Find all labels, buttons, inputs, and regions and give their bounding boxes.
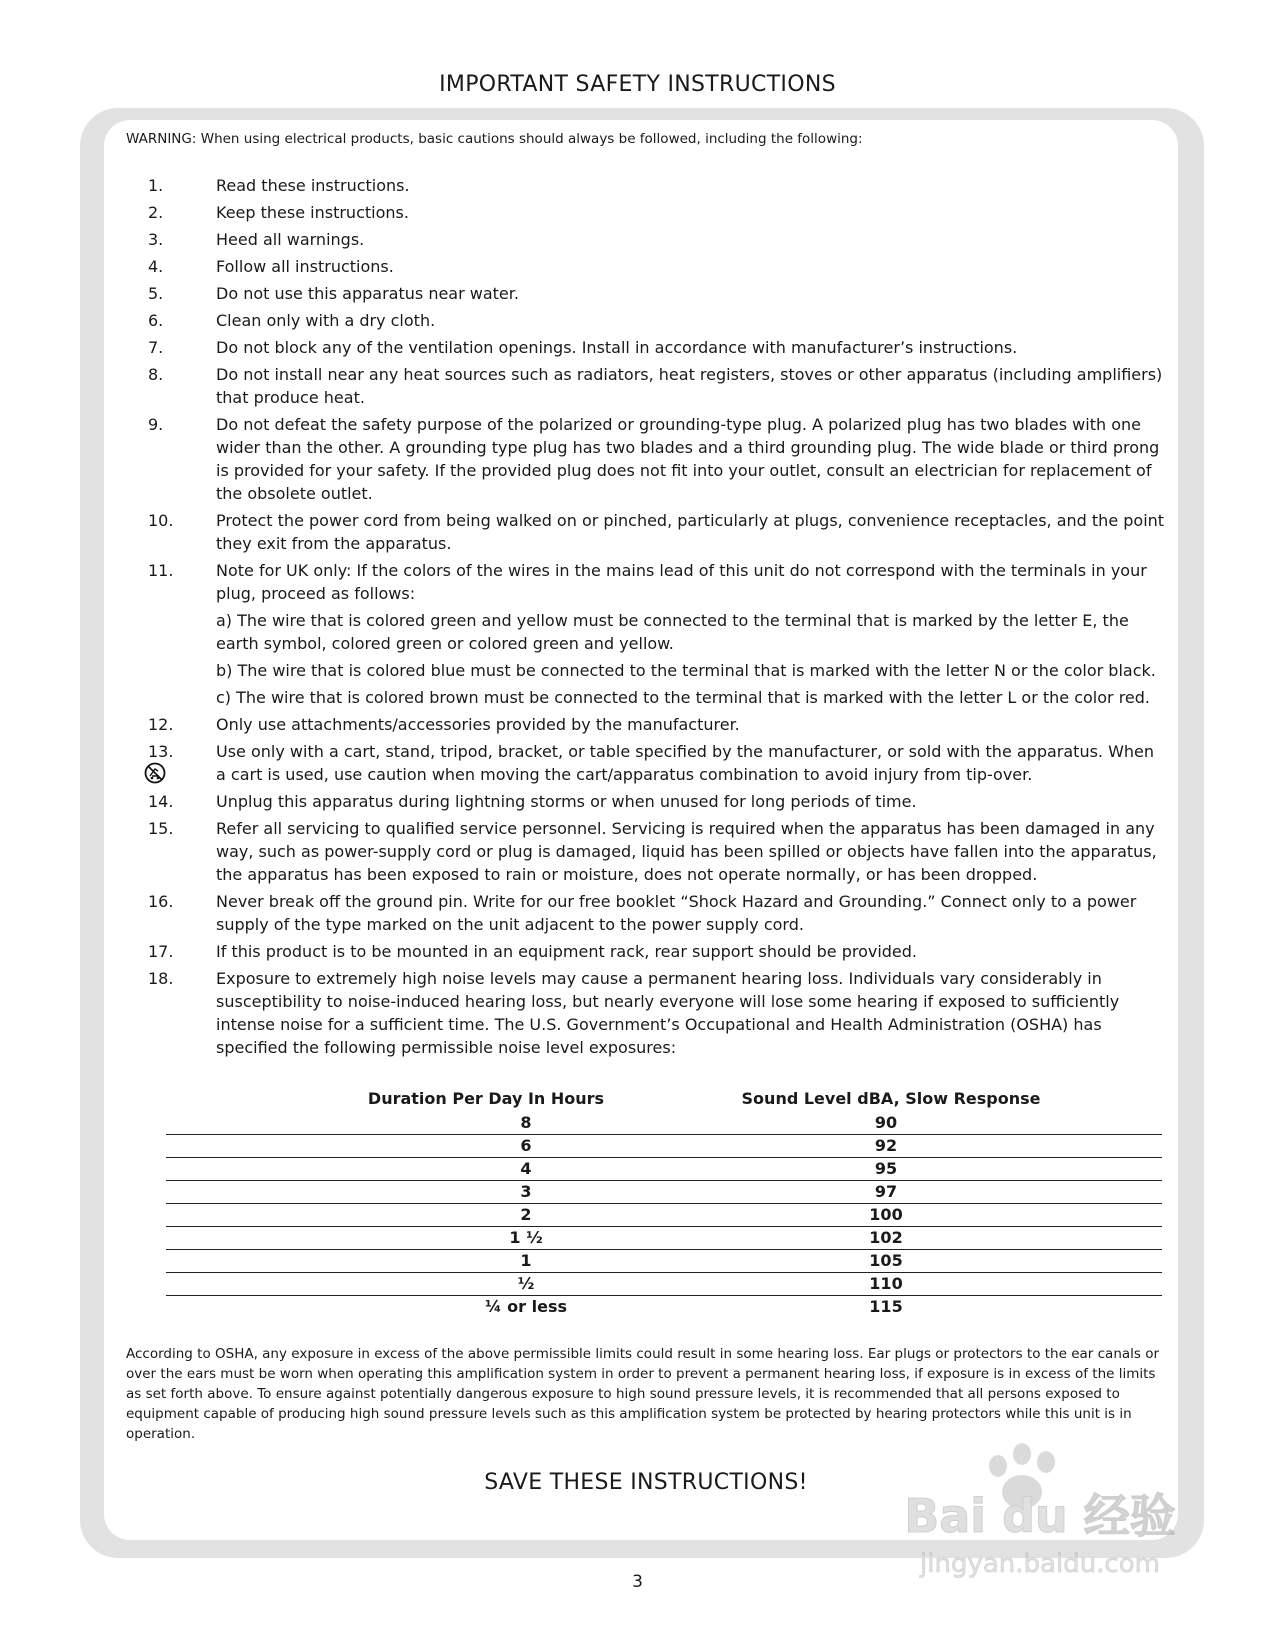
level-cell: 95: [874, 1159, 898, 1178]
instruction-number: 12.: [148, 715, 174, 734]
duration-cell: ½: [517, 1274, 535, 1293]
sub-item: c) The wire that is colored brown must be connected to the terminal that is marked with the letter L or the color red.: [216, 688, 1151, 707]
instruction-item: [126, 817, 1166, 886]
instruction-item: [126, 309, 1166, 332]
table-row: [166, 1227, 1162, 1250]
level-cell: 115: [869, 1297, 903, 1316]
table-row: [166, 1273, 1162, 1296]
duration-cell: 8: [520, 1113, 532, 1132]
instruction-item: [126, 228, 1166, 251]
level-cell: 110: [869, 1274, 903, 1293]
content-area: [126, 130, 1166, 1495]
instruction-item: [126, 790, 1166, 813]
duration-cell: 4: [520, 1159, 532, 1178]
table-row: [166, 1158, 1162, 1181]
instruction-item: [126, 336, 1166, 359]
instruction-number: 3.: [148, 230, 164, 249]
table-row: [166, 1181, 1162, 1204]
instruction-number: 13.: [148, 742, 174, 761]
instruction-text: Do not defeat the safety purpose of the polarized or grounding-type plug. A polarized plug has two blades with one wider than the other. A grounding type plug has two blades and a third grounding plug. The wide blade or third prong is provided for your safety. If the provided plug does not fit into your outlet, consult an electrician for replacement of the obsolete outlet.: [216, 415, 1160, 503]
duration-cell: 3: [520, 1182, 532, 1201]
table-row: [166, 1135, 1162, 1158]
instruction-number: 15.: [148, 819, 174, 838]
warning-label: WARNING:: [126, 131, 197, 147]
instruction-text: Follow all instructions.: [216, 257, 394, 276]
instruction-item: [126, 967, 1166, 1059]
instruction-number: 16.: [148, 892, 174, 911]
table-row: [166, 1250, 1162, 1273]
instruction-text: Use only with a cart, stand, tripod, bracket, or table specified by the manufacturer, or sold with the apparatus. When a cart is used, use caution when moving the cart/apparatus combination to avoid injury from tip-over.: [216, 742, 1155, 784]
table-row: [166, 1296, 1162, 1318]
instruction-number: 1.: [148, 176, 164, 195]
table-row: [166, 1204, 1162, 1227]
duration-cell: 6: [520, 1136, 532, 1155]
watermark-url: jingyan.baidu.com: [920, 1549, 1160, 1579]
table-row: [166, 1112, 1162, 1135]
level-cell: 97: [874, 1182, 898, 1201]
column-header-duration: Duration Per Day In Hours: [367, 1089, 605, 1108]
instruction-item: [126, 413, 1166, 505]
instruction-number: 7.: [148, 338, 164, 357]
duration-cell: 1 ½: [509, 1228, 543, 1247]
instruction-text: Do not use this apparatus near water.: [216, 284, 519, 303]
instruction-text: Do not block any of the ventilation openings. Install in accordance with manufacturer’s instructions.: [216, 338, 1018, 357]
instruction-text: Exposure to extremely high noise levels may cause a permanent hearing loss. Individuals vary considerably in susceptibility to noise-induced hearing loss, but nearly everyone will lose some hearing if exposed to sufficiently intense noise for a sufficient time. The U.S. Government’s Occupational and Health Administration (OSHA) has specified the following permissible noise level exposures:: [216, 969, 1120, 1057]
instruction-number: 8.: [148, 365, 164, 384]
level-cell: 102: [869, 1228, 903, 1247]
warning-text: When using electrical products, basic cautions should always be followed, including the following:: [200, 131, 863, 147]
instruction-number: 2.: [148, 203, 164, 222]
level-cell: 92: [874, 1136, 898, 1155]
duration-cell: ¼ or less: [485, 1297, 567, 1316]
instruction-text: Read these instructions.: [216, 176, 410, 195]
instruction-text: Refer all servicing to qualified service personnel. Servicing is required when the apparatus has been damaged in any way, such as power-supply cord or plug is damaged, liquid has been spilled or objects have fallen into the apparatus, the apparatus has been exposed to rain or moisture, does not operate normally, or has been dropped.: [216, 819, 1157, 884]
instruction-item: [126, 201, 1166, 224]
instruction-text: Never break off the ground pin. Write for our free booklet “Shock Hazard and Grounding.” Connect only to a power supply of the type marked on the unit adjacent to the power supply cord.: [216, 892, 1137, 934]
instruction-text: Do not install near any heat sources such as radiators, heat registers, stoves or other apparatus (including amplifiers) that produce heat.: [216, 365, 1163, 407]
watermark-logo: Bai du 经验: [904, 1489, 1176, 1543]
duration-cell: 1: [520, 1251, 532, 1270]
instruction-item: [126, 890, 1166, 936]
instruction-item: [126, 509, 1166, 555]
instruction-item: [126, 255, 1166, 278]
instruction-number: 11.: [148, 561, 174, 580]
instruction-text: If this product is to be mounted in an equipment rack, rear support should be provided.: [216, 942, 918, 961]
instruction-item: [126, 559, 1166, 709]
column-header-level: Sound Level dBA, Slow Response: [741, 1089, 1041, 1108]
save-instructions-heading: SAVE THESE INSTRUCTIONS!: [484, 1470, 808, 1495]
baidu-jingyan-watermark: [890, 1440, 1190, 1580]
instruction-number: 9.: [148, 415, 164, 434]
level-cell: 100: [869, 1205, 903, 1224]
duration-cell: 2: [520, 1205, 532, 1224]
level-cell: 90: [874, 1113, 898, 1132]
instruction-number: 17.: [148, 942, 174, 961]
instruction-item: [126, 174, 1166, 197]
page-title: IMPORTANT SAFETY INSTRUCTIONS: [439, 72, 836, 97]
cart-tip-over-warning-icon: [144, 762, 166, 784]
level-cell: 105: [869, 1251, 903, 1270]
table-header: [166, 1089, 1162, 1112]
instruction-text: Note for UK only: If the colors of the wires in the mains lead of this unit do not correspond with the terminals in your plug, proceed as follows:: [216, 561, 1147, 603]
sub-item: b) The wire that is colored blue must be connected to the terminal that is marked with the letter N or the color black.: [216, 661, 1156, 680]
instruction-number: 10.: [148, 511, 174, 530]
instruction-number: 6.: [148, 311, 164, 330]
warning-paragraph: [126, 130, 1166, 148]
instruction-text: Keep these instructions.: [216, 203, 409, 222]
instruction-number: 5.: [148, 284, 164, 303]
instruction-text: Protect the power cord from being walked on or pinched, particularly at plugs, convenience receptacles, and the point they exit from the apparatus.: [216, 511, 1165, 553]
instruction-number: 18.: [148, 969, 174, 988]
page-number: 3: [632, 1572, 643, 1592]
osha-note: According to OSHA, any exposure in excess of the above permissible limits could result in some hearing loss. Ear plugs or protectors to the ear canals or over the ears must be worn when operating this amplification system in order to prevent a permanent hearing loss, if exposure is in excess of the limits as set forth above. To ensure against potentially dangerous exposure to high sound pressure levels, it is recommended that all persons exposed to equipment capable of producing high sound pressure levels such as this amplification system be protected by hearing protectors while this unit is in operation.: [126, 1346, 1160, 1442]
instruction-list: [126, 174, 1166, 1059]
instruction-text: Clean only with a dry cloth.: [216, 311, 436, 330]
instruction-item: [126, 740, 1166, 786]
instruction-item: [126, 940, 1166, 963]
instruction-text: Only use attachments/accessories provided by the manufacturer.: [216, 715, 740, 734]
instruction-item: [126, 282, 1166, 305]
instruction-text: Heed all warnings.: [216, 230, 365, 249]
sub-item: a) The wire that is colored green and yellow must be connected to the terminal that is marked by the letter E, the earth symbol, colored green or colored green and yellow.: [216, 611, 1129, 653]
instruction-number: 14.: [148, 792, 174, 811]
instruction-text: Unplug this apparatus during lightning storms or when unused for long periods of time.: [216, 792, 917, 811]
instruction-number: 4.: [148, 257, 164, 276]
instruction-item: [126, 713, 1166, 736]
instruction-item: [126, 363, 1166, 409]
noise-exposure-table: [166, 1089, 1162, 1318]
